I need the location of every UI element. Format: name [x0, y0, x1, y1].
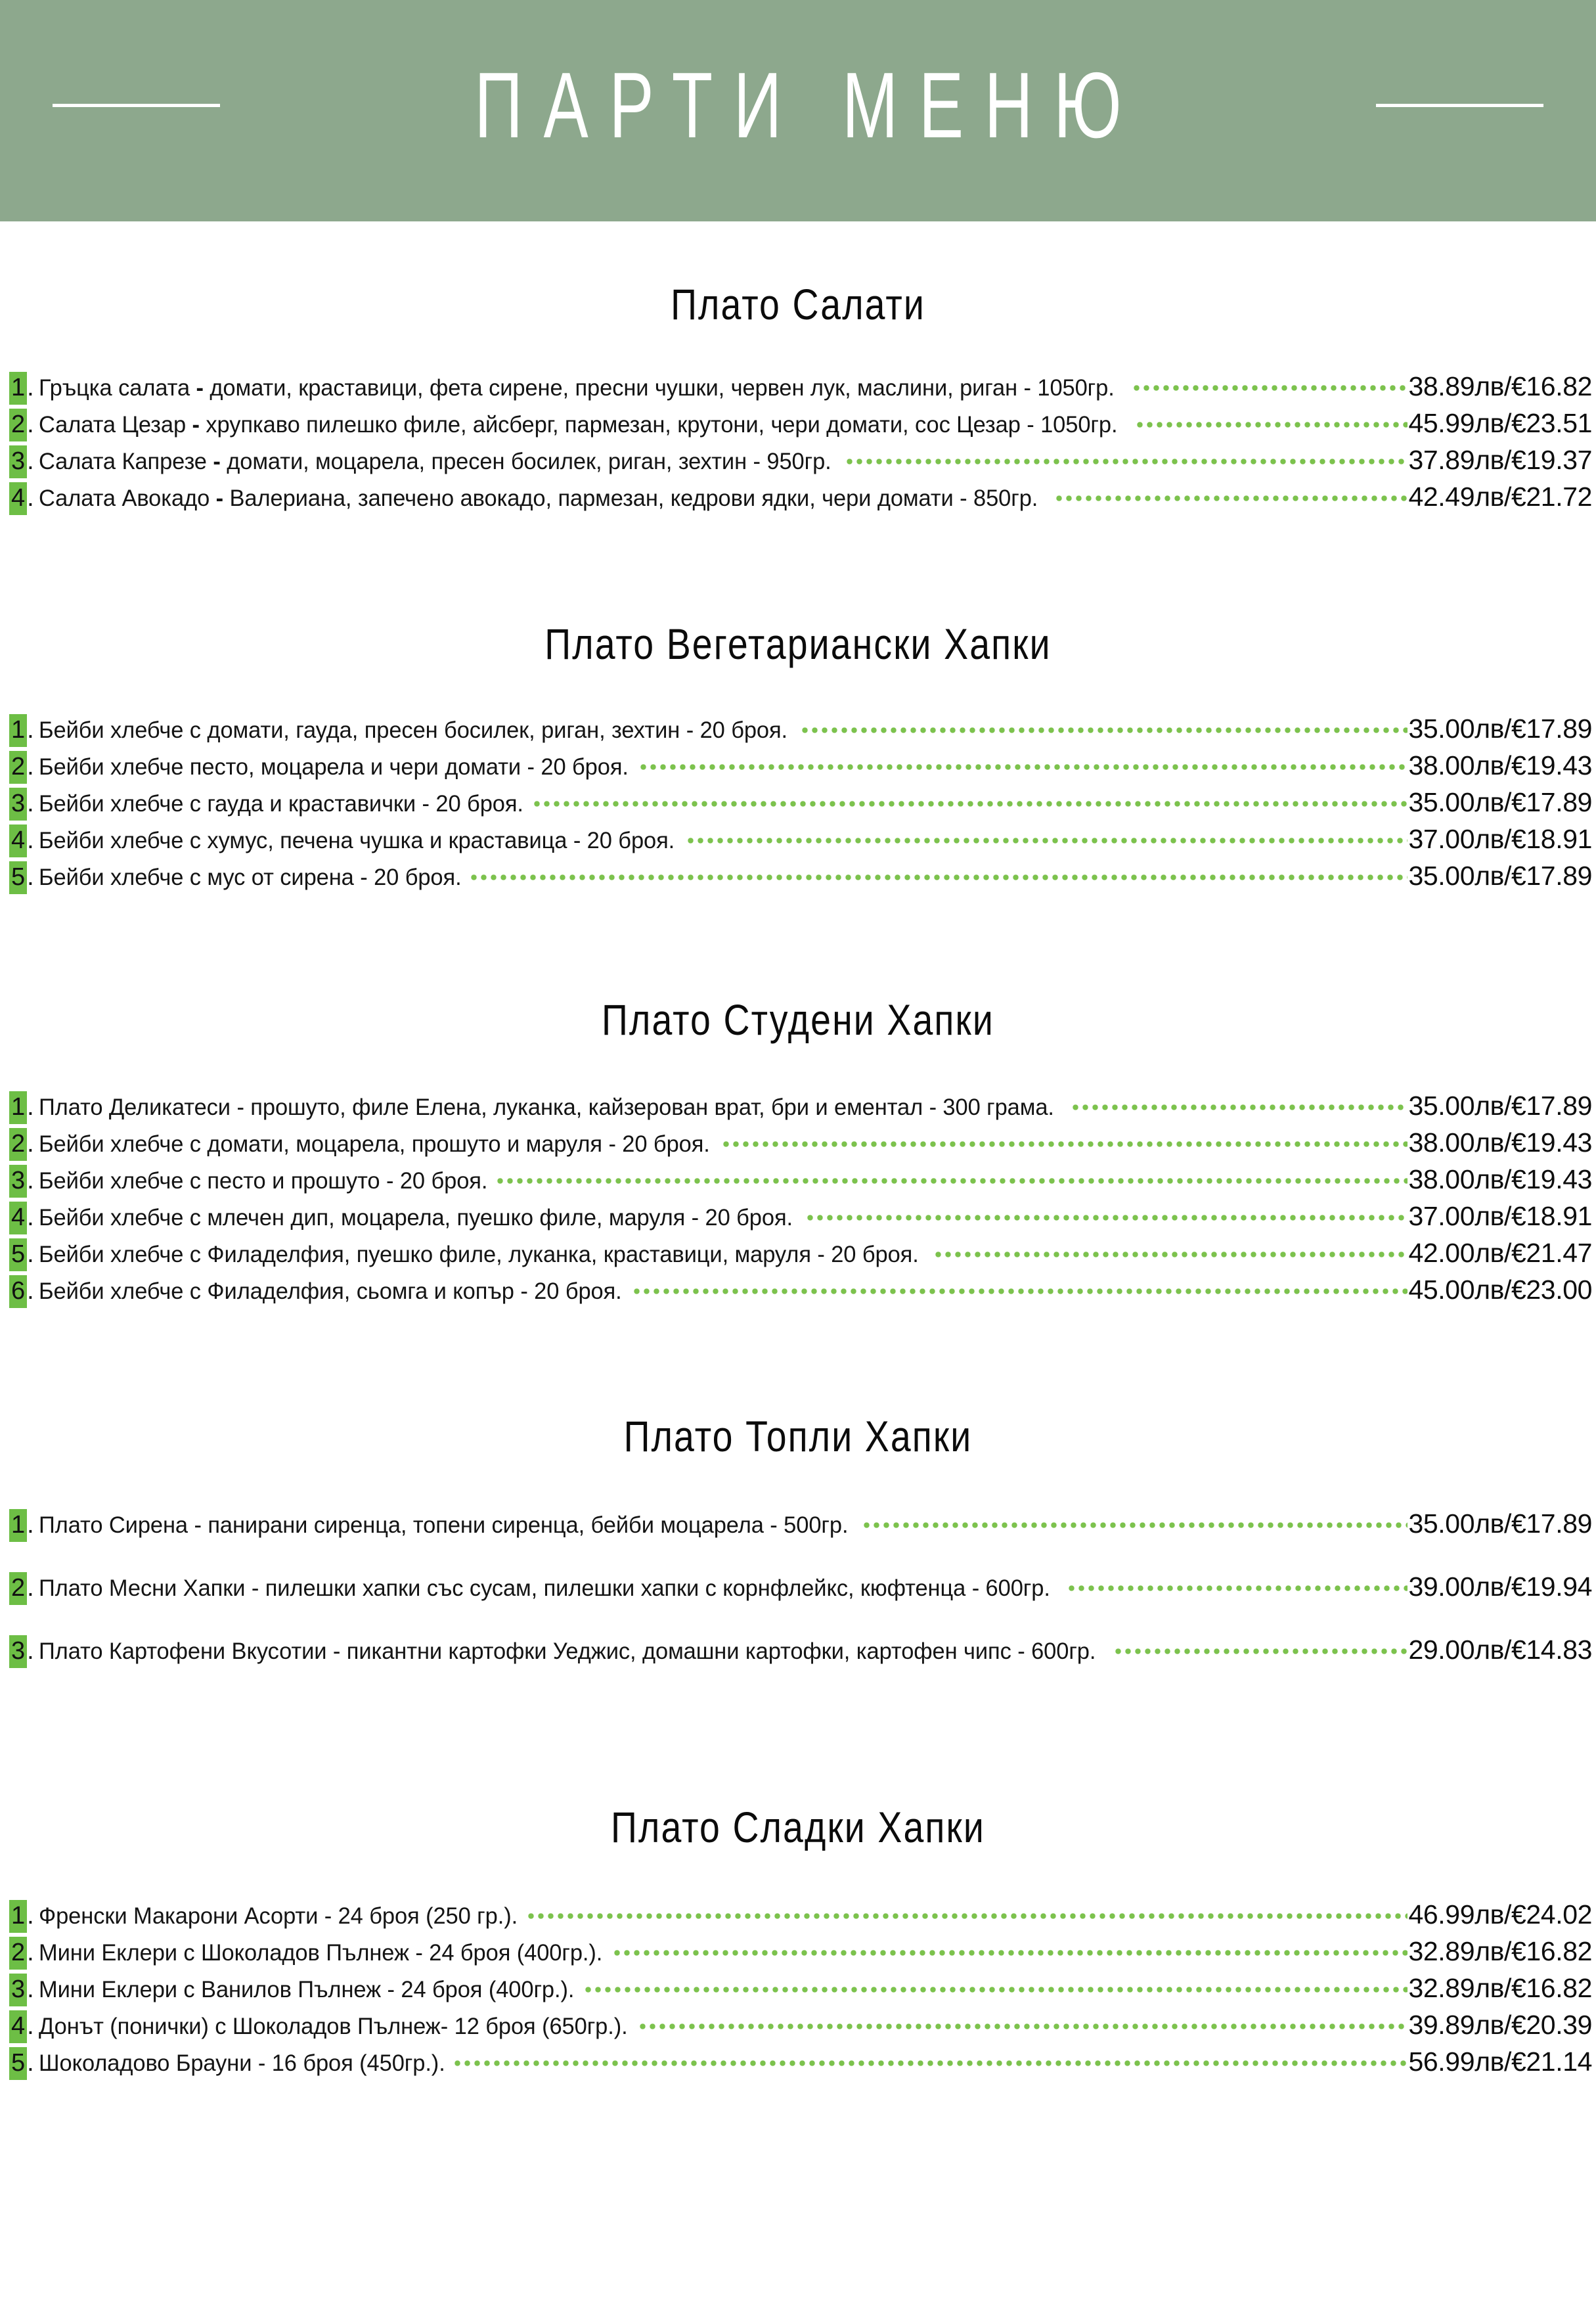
item-number: 2.	[9, 1572, 34, 1605]
item-separator-dash: -	[206, 449, 227, 474]
dotted-leader	[1113, 1636, 1408, 1659]
menu-item-row	[0, 751, 1596, 788]
item-number-highlight: 4	[9, 2010, 27, 2043]
item-number: 1.	[9, 1091, 34, 1124]
item-number: 1.	[9, 714, 34, 747]
item-price: 29.00лв/€14.83	[1408, 1635, 1592, 1665]
item-number-highlight: 5	[9, 1238, 27, 1271]
dotted-leader	[638, 752, 1407, 775]
menu-item-list	[0, 1091, 1596, 1312]
item-ingredients: домати, краставици, фета сирене, пресни чушки, червен лук, маслини, риган - 1050гр.	[210, 375, 1115, 401]
section-title: Плато Топли Хапки	[623, 1412, 973, 1460]
item-description	[39, 1280, 622, 1303]
menu-section	[0, 282, 1596, 519]
dotted-leader	[583, 1974, 1407, 1997]
menu-item-row	[0, 1091, 1596, 1128]
item-name: Гръцка салата	[38, 375, 190, 401]
item-description	[39, 829, 675, 853]
item-separator-dash: -	[185, 412, 206, 438]
menu-section	[0, 1414, 1596, 1698]
item-number-highlight: 1	[9, 1091, 27, 1124]
item-price: 38.00лв/€19.43	[1408, 1127, 1592, 1158]
item-number-highlight: 5	[9, 2047, 27, 2080]
item-number-highlight: 3	[9, 788, 27, 821]
item-description	[39, 1941, 602, 1965]
menu-item-row	[0, 714, 1596, 751]
menu-item-row	[0, 824, 1596, 861]
item-number: 3.	[9, 1635, 34, 1668]
item-number: 5.	[9, 2047, 34, 2080]
item-number-highlight: 3	[9, 1165, 27, 1198]
item-number: 6.	[9, 1275, 34, 1308]
item-price: 39.00лв/€19.94	[1408, 1571, 1592, 1602]
item-price: 38.00лв/€19.43	[1408, 1164, 1592, 1194]
item-description	[39, 792, 523, 816]
item-number: 3.	[9, 1165, 34, 1198]
dotted-leader	[845, 446, 1408, 469]
item-description	[39, 1514, 848, 1537]
item-number: 4.	[9, 482, 34, 515]
item-ingredients: Бейби хлебче с хумус, печена чушка и краставица - 20 броя.	[38, 828, 675, 853]
item-description	[39, 2052, 445, 2075]
item-ingredients: Плато Сирена - панирани сиренца, топени сиренца, бейби моцарела - 500гр.	[38, 1512, 849, 1538]
item-number: 1.	[9, 1900, 34, 1933]
item-description	[39, 2015, 628, 2039]
item-ingredients: Бейби хлебче с Филаделфия, сьомга и копър - 20 броя.	[38, 1278, 622, 1304]
item-price: 35.00лв/€17.89	[1408, 787, 1592, 817]
item-number-highlight: 1	[9, 714, 27, 747]
item-number: 2.	[9, 1128, 34, 1161]
item-separator-dash: -	[209, 486, 230, 511]
item-separator-dash: -	[189, 375, 210, 401]
menu-item-row	[0, 1275, 1596, 1312]
dotted-leader	[686, 825, 1408, 848]
item-price: 42.49лв/€21.72	[1408, 482, 1592, 512]
item-number-highlight: 3	[9, 445, 27, 478]
item-number: 2.	[9, 751, 34, 784]
item-ingredients: Валериана, запечено авокадо, пармезан, кедрови ядки, чери домати - 850гр.	[229, 486, 1038, 511]
menu-item-row	[0, 788, 1596, 824]
item-description	[39, 450, 831, 474]
item-description	[39, 413, 1117, 437]
menu-item-row	[0, 1202, 1596, 1238]
item-price: 56.99лв/€21.14	[1408, 2046, 1592, 2077]
item-price: 35.00лв/€17.89	[1408, 1508, 1592, 1539]
item-description	[39, 719, 787, 742]
dotted-leader	[933, 1239, 1408, 1262]
item-number: 3.	[9, 445, 34, 478]
item-price: 37.89лв/€19.37	[1408, 445, 1592, 475]
item-description	[39, 1096, 1054, 1119]
item-ingredients: Мини Еклери с Шоколадов Пълнеж - 24 броя (400гр.).	[38, 1940, 602, 1966]
item-price: 37.00лв/€18.91	[1408, 824, 1592, 854]
menu-item-row	[0, 2010, 1596, 2047]
item-number-highlight: 2	[9, 1937, 27, 1970]
item-number-highlight: 1	[9, 1509, 27, 1542]
item-number-highlight: 4	[9, 482, 27, 515]
item-number-highlight: 1	[9, 1900, 27, 1933]
menu-body	[0, 282, 1596, 2084]
item-ingredients: Бейби хлебче с гауда и краставички - 20 броя.	[38, 791, 523, 817]
item-price: 37.00лв/€18.91	[1408, 1201, 1592, 1231]
item-description	[39, 756, 629, 779]
dotted-leader	[1132, 373, 1407, 395]
item-description	[39, 1243, 919, 1267]
item-price: 46.99лв/€24.02	[1408, 1899, 1592, 1930]
item-description	[39, 1577, 1050, 1600]
item-price: 42.00лв/€21.47	[1408, 1238, 1592, 1268]
item-description	[39, 376, 1115, 400]
item-number-highlight: 2	[9, 1128, 27, 1161]
dotted-leader	[1054, 483, 1407, 506]
section-title: Плато Студени Хапки	[602, 995, 994, 1044]
menu-item-list	[0, 372, 1596, 519]
item-ingredients: Бейби хлебче с мус от сирена - 20 броя.	[38, 865, 462, 890]
dotted-leader	[800, 715, 1407, 738]
menu-item-list	[0, 1900, 1596, 2084]
item-ingredients: Шоколадово Брауни - 16 броя (450гр.).	[38, 2050, 445, 2076]
item-number-highlight: 4	[9, 1202, 27, 1234]
item-number: 5.	[9, 1238, 34, 1271]
item-ingredients: Бейби хлебче с песто и прошуто - 20 броя.	[38, 1168, 488, 1194]
item-number: 3.	[9, 788, 34, 821]
item-description	[39, 1978, 574, 2002]
dotted-leader	[495, 1165, 1407, 1188]
item-number: 4.	[9, 1202, 34, 1234]
dotted-leader	[721, 1129, 1407, 1152]
item-ingredients: Плато Картофени Вкусотии - пикантни картофки Уеджис, домашни картофки, картофен чипс - 600гр.	[38, 1638, 1096, 1664]
menu-item-row	[0, 1635, 1596, 1698]
item-ingredients: домати, моцарела, пресен босилек, риган, зехтин - 950гр.	[226, 449, 831, 474]
menu-item-row	[0, 372, 1596, 409]
menu-item-row	[0, 861, 1596, 898]
item-number: 1.	[9, 372, 34, 405]
dotted-leader	[469, 862, 1407, 885]
section-title: Плато Салати	[671, 280, 925, 328]
item-ingredients: Бейби хлебче с домати, моцарела, прошуто и маруля - 20 броя.	[38, 1131, 710, 1157]
banner-inner	[0, 53, 1596, 158]
item-price: 35.00лв/€17.89	[1408, 713, 1592, 744]
item-number-highlight: 1	[9, 372, 27, 405]
item-number-highlight: 2	[9, 409, 27, 441]
header-rule-right-icon	[1376, 104, 1543, 107]
item-name: Салата Капрезе	[38, 449, 207, 474]
item-name: Салата Авокадо	[38, 486, 210, 511]
menu-header-banner	[0, 0, 1596, 221]
item-ingredients: Мини Еклери с Ванилов Пълнеж - 24 броя (400гр.).	[38, 1977, 575, 2002]
item-ingredients: Бейби хлебче с млечен дип, моцарела, пуешко филе, маруля - 20 броя.	[38, 1205, 793, 1231]
dotted-leader	[632, 1276, 1408, 1299]
item-price: 38.00лв/€19.43	[1408, 750, 1592, 780]
menu-item-row	[0, 1974, 1596, 2010]
menu-section	[0, 622, 1596, 898]
item-description	[39, 487, 1038, 510]
item-number-highlight: 2	[9, 751, 27, 784]
menu-item-row	[0, 1900, 1596, 1937]
item-ingredients: Донът (понички) с Шоколадов Пълнеж- 12 броя (650гр.).	[38, 2014, 628, 2039]
dotted-leader	[638, 2011, 1408, 2034]
menu-item-row	[0, 1509, 1596, 1572]
item-ingredients: хрупкаво пилешко филе, айсберг, пармезан, крутони, чери домати, сос Цезар - 1050гр.	[206, 412, 1118, 438]
dotted-leader	[1067, 1573, 1408, 1596]
menu-section	[0, 995, 1596, 1312]
menu-item-row	[0, 2047, 1596, 2084]
item-number: 2.	[9, 409, 34, 441]
item-description	[39, 1206, 793, 1230]
item-description	[39, 1133, 710, 1156]
item-number-highlight: 5	[9, 861, 27, 894]
item-number-highlight: 6	[9, 1275, 27, 1308]
menu-section	[0, 1805, 1596, 2084]
section-title: Плато Вегетариански Хапки	[544, 620, 1052, 668]
item-description	[39, 1640, 1096, 1663]
item-number-highlight: 3	[9, 1974, 27, 2006]
item-number: 5.	[9, 861, 34, 894]
item-number: 2.	[9, 1937, 34, 1970]
dotted-leader	[805, 1202, 1407, 1225]
menu-item-row	[0, 1572, 1596, 1635]
item-ingredients: Бейби хлебче песто, моцарела и чери домати - 20 броя.	[38, 754, 629, 780]
item-number: 4.	[9, 824, 34, 857]
item-price: 35.00лв/€17.89	[1408, 1091, 1592, 1121]
dotted-leader	[862, 1510, 1408, 1533]
item-price: 39.89лв/€20.39	[1408, 2010, 1592, 2040]
menu-item-list	[0, 714, 1596, 898]
menu-item-row	[0, 482, 1596, 519]
item-ingredients: Бейби хлебче с Филаделфия, пуешко филе, луканка, краставици, маруля - 20 броя.	[38, 1242, 919, 1267]
item-number-highlight: 2	[9, 1572, 27, 1605]
menu-item-list	[0, 1509, 1596, 1698]
item-price: 32.89лв/€16.82	[1408, 1936, 1592, 1966]
menu-item-row	[0, 1128, 1596, 1165]
page-title: ПАРТИ МЕНЮ	[474, 53, 1143, 158]
item-number-highlight: 4	[9, 824, 27, 857]
dotted-leader	[453, 2048, 1408, 2071]
item-number: 1.	[9, 1509, 34, 1542]
item-ingredients: Бейби хлебче с домати, гауда, пресен босилек, риган, зехтин - 20 броя.	[38, 717, 787, 743]
dotted-leader	[532, 788, 1408, 811]
item-price: 32.89лв/€16.82	[1408, 1973, 1592, 2003]
menu-item-row	[0, 1937, 1596, 1974]
menu-item-row	[0, 445, 1596, 482]
header-rule-left-icon	[53, 104, 220, 107]
item-name: Салата Цезар	[38, 412, 186, 438]
item-number-highlight: 3	[9, 1635, 27, 1668]
section-title: Плато Сладки Хапки	[611, 1803, 985, 1851]
menu-item-row	[0, 409, 1596, 445]
dotted-leader	[526, 1901, 1408, 1924]
item-price: 45.99лв/€23.51	[1408, 408, 1592, 438]
item-ingredients: Плато Месни Хапки - пилешки хапки със сусам, пилешки хапки с корнфлейкс, кюфтенца - 600гр.	[38, 1575, 1050, 1601]
item-price: 38.89лв/€16.82	[1408, 371, 1592, 401]
menu-item-row	[0, 1238, 1596, 1275]
dotted-leader	[612, 1937, 1407, 1960]
menu-item-row	[0, 1165, 1596, 1202]
item-ingredients: Френски Макарони Асорти - 24 броя (250 гр.).	[38, 1903, 518, 1929]
dotted-leader	[1071, 1092, 1407, 1115]
item-ingredients: Плато Деликатеси - прошуто, филе Елена, луканка, кайзерован врат, бри и ементал - 300 грама.	[38, 1095, 1054, 1120]
dotted-leader	[1135, 409, 1407, 432]
item-description	[39, 1905, 518, 1928]
item-description	[39, 1169, 487, 1193]
item-price: 35.00лв/€17.89	[1408, 861, 1592, 891]
item-price: 45.00лв/€23.00	[1408, 1275, 1592, 1305]
item-number: 3.	[9, 1974, 34, 2006]
item-number: 4.	[9, 2010, 34, 2043]
item-description	[39, 866, 462, 890]
